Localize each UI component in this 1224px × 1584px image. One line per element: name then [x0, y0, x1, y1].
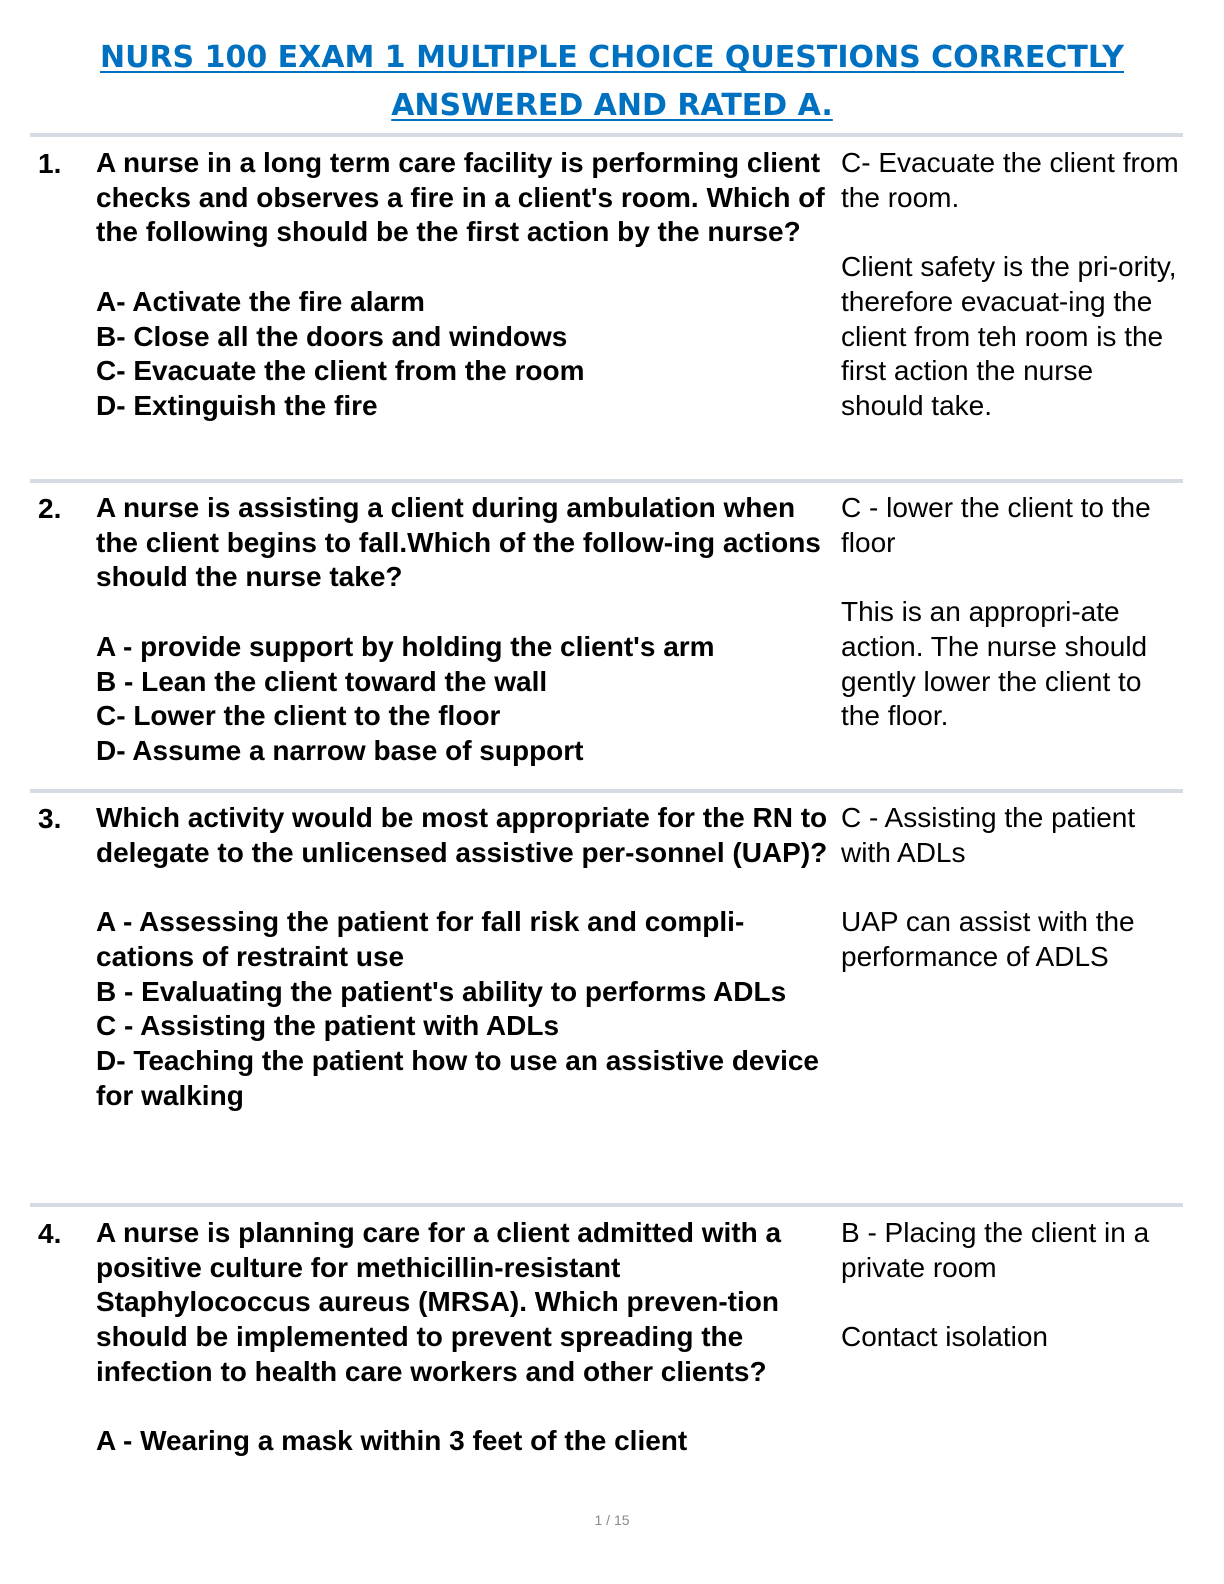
question-number: 3. — [38, 803, 62, 834]
answer-text: C- Evacuate the client from the room. Client safety is the pri-ority, therefore evacuat-ing the client from teh room is the first action the nurse should take. — [841, 147, 1179, 421]
document-title-line-2: ANSWERED AND RATED A. — [391, 88, 833, 123]
document-title-line-1: NURS 100 EXAM 1 MULTIPLE CHOICE QUESTIONS CORRECTLY — [99, 40, 1125, 75]
page-indicator: 1 / 15 — [594, 1512, 630, 1528]
answer-text: C - lower the client to the floor This is an appropri-ate action. The nurse should gently lower the client to the floor. — [841, 492, 1151, 732]
section-divider — [30, 479, 1183, 483]
question-number: 1. — [38, 148, 62, 179]
question-text: A nurse is planning care for a client admitted with a positive culture for methicillin-resistant Staphylococcus aureus (MRSA). Which preven-tion should be implemented to prevent spreading the infection to health care workers and other clients? A - Wearing a mask within 3 feet of the client — [96, 1217, 782, 1457]
question-text: A nurse is assisting a client during ambulation when the client begins to fall.Which of the follow-ing actions should the nurse take? A - provide support by holding the client's arm B - Lean the client toward the wall C- Lower the client to the floor D- Assume a narrow base of support — [96, 492, 821, 766]
answer-text: B - Placing the client in a private room Contact isolation — [841, 1217, 1150, 1353]
section-divider — [30, 1203, 1183, 1207]
answer-text: C - Assisting the patient with ADLs UAP can assist with the performance of ADLS — [841, 802, 1136, 972]
question-text: Which activity would be most appropriate for the RN to delegate to the unlicensed assistive per-sonnel (UAP)? A - Assessing the patient for fall risk and compli-cations of restraint use B - Evaluating the patient's ability to performs ADLs C - Assisting the patient with ADLs D- Teaching the patient how to use an assistive device for walking — [96, 802, 828, 1111]
question-number: 4. — [38, 1218, 62, 1249]
question-number: 2. — [38, 493, 62, 524]
section-divider — [30, 789, 1183, 793]
section-divider — [30, 133, 1183, 137]
document-title — [0, 34, 1224, 130]
question-text: A nurse in a long term care facility is performing client checks and observes a fire in a client's room. Which of the following should be the first action by the nurse? A- Activate the fire alarm B- Close all the doors and windows C- Evacuate the client from the room D- Extinguish the fire — [96, 147, 825, 421]
